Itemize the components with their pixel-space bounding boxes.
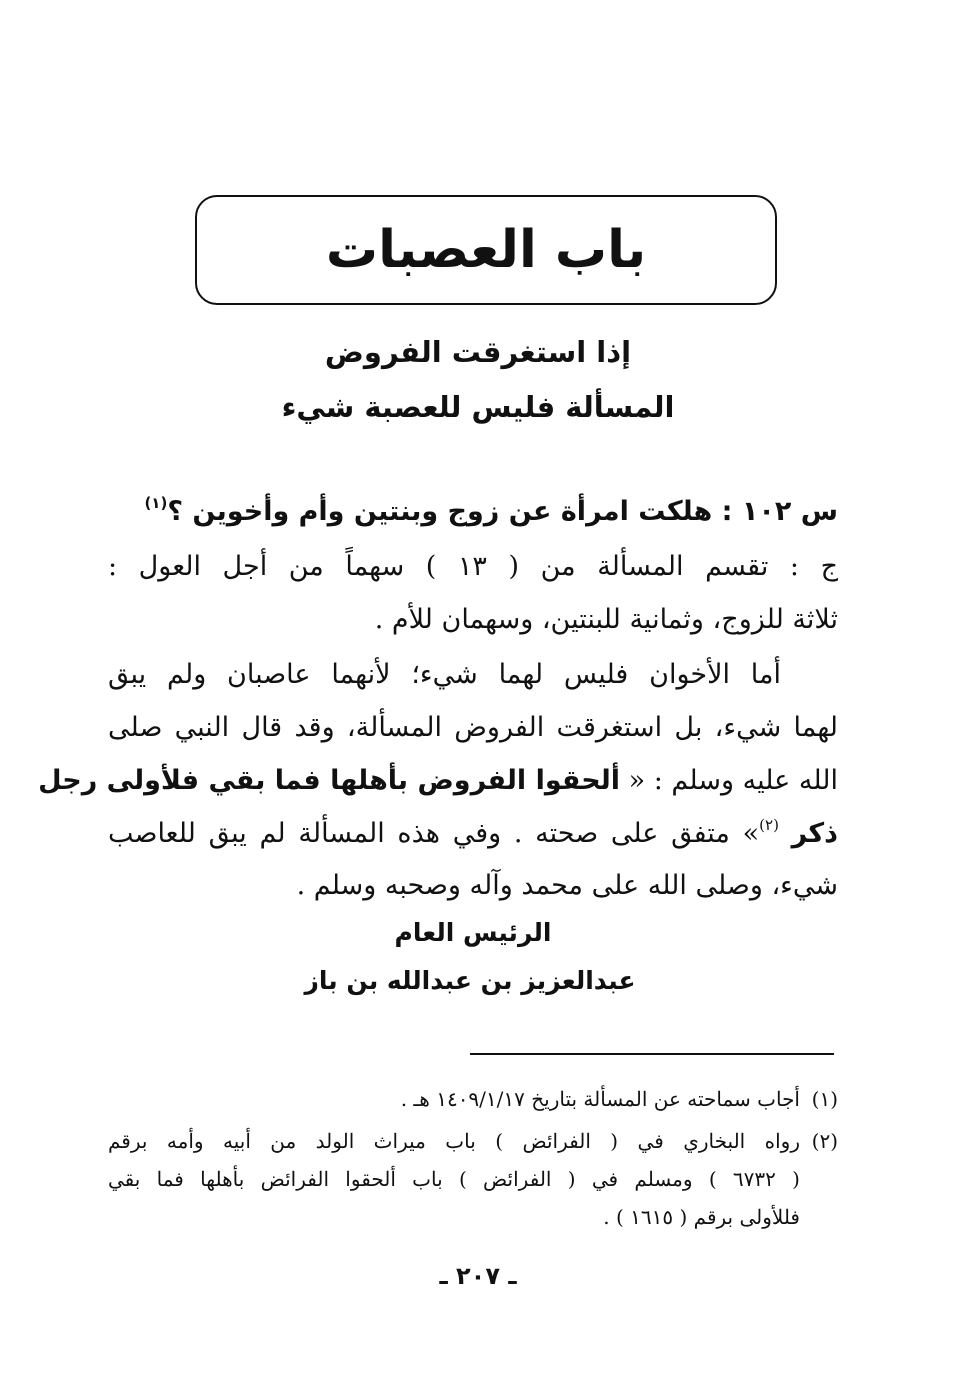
section-heading-line-1: إذا استغرقت الفروض <box>324 335 632 369</box>
signature-name: عبدالعزيز بن عبدالله بن باز <box>304 966 636 995</box>
footnote-ref-2: (٢) <box>759 816 779 834</box>
footnote-2-text-1: رواه البخاري في ( الفرائض ) باب ميراث الولد من أبيه وأمه برقم <box>108 1129 800 1153</box>
footnote-2-line-1 <box>108 1122 838 1160</box>
footnote-1-mark: (١) <box>811 1087 838 1111</box>
answer-line-1: ج : تقسم المسألة من ( ١٣ ) سهماً من أجل العول : <box>108 551 838 582</box>
answer-line-2: ثلاثة للزوج، وثمانية للبنتين، وسهمان للأم . <box>374 604 838 635</box>
paragraph-line-2: لهما شيء، بل استغرقت الفروض المسألة، وقد قال النبي صلى <box>108 712 838 743</box>
hadith-text-end: ذكر <box>791 818 838 849</box>
question-label: س ١٠٢ : <box>721 496 838 527</box>
signature-title: الرئيس العام <box>394 918 552 947</box>
question-text: هلكت امرأة عن زوج وبنتين وأم وأخوين ؟ <box>167 496 713 527</box>
footnote-2-mark: (٢) <box>811 1129 838 1153</box>
paragraph-line-4 <box>108 810 838 858</box>
paragraph-line-4-text: » متفق على صحته . وفي هذه المسألة لم يبق للعاصب <box>108 818 760 849</box>
page-number: ـ ٢٠٧ ـ <box>439 1262 517 1290</box>
paragraph-line-5: شيء، وصلى الله على محمد وآله وصحبه وسلم . <box>296 870 838 901</box>
footnote-1-text: أجاب سماحته عن المسألة بتاريخ ١٤٠٩/١/١٧ هـ . <box>400 1087 800 1111</box>
paragraph-line-3-text: الله عليه وسلم : « <box>628 765 838 796</box>
footnote-ref-1: (١) <box>144 494 168 512</box>
question-line <box>108 488 838 536</box>
hadith-text: ألحقوا الفروض بأهلها فما بقي فلأولى رجل <box>38 765 621 796</box>
paragraph-line-1: أما الأخوان فليس لهما شيء؛ لأنهما عاصبان ولم يبق <box>108 659 781 690</box>
footnote-separator <box>470 1053 834 1055</box>
section-heading-line-2: المسألة فليس للعصبة شيء <box>281 390 675 424</box>
footnote-1 <box>108 1080 838 1118</box>
chapter-title: باب العصبات <box>325 220 647 280</box>
footnote-2-line-2: ( ٦٧٣٢ ) ومسلم في ( الفرائض ) باب ألحقوا الفرائض بأهلها فما بقي <box>108 1167 800 1191</box>
footnote-2-line-3: فللأولى برقم ( ١٦١٥ ) . <box>603 1205 800 1229</box>
paragraph-line-3 <box>38 757 838 805</box>
chapter-title-box <box>195 195 777 305</box>
